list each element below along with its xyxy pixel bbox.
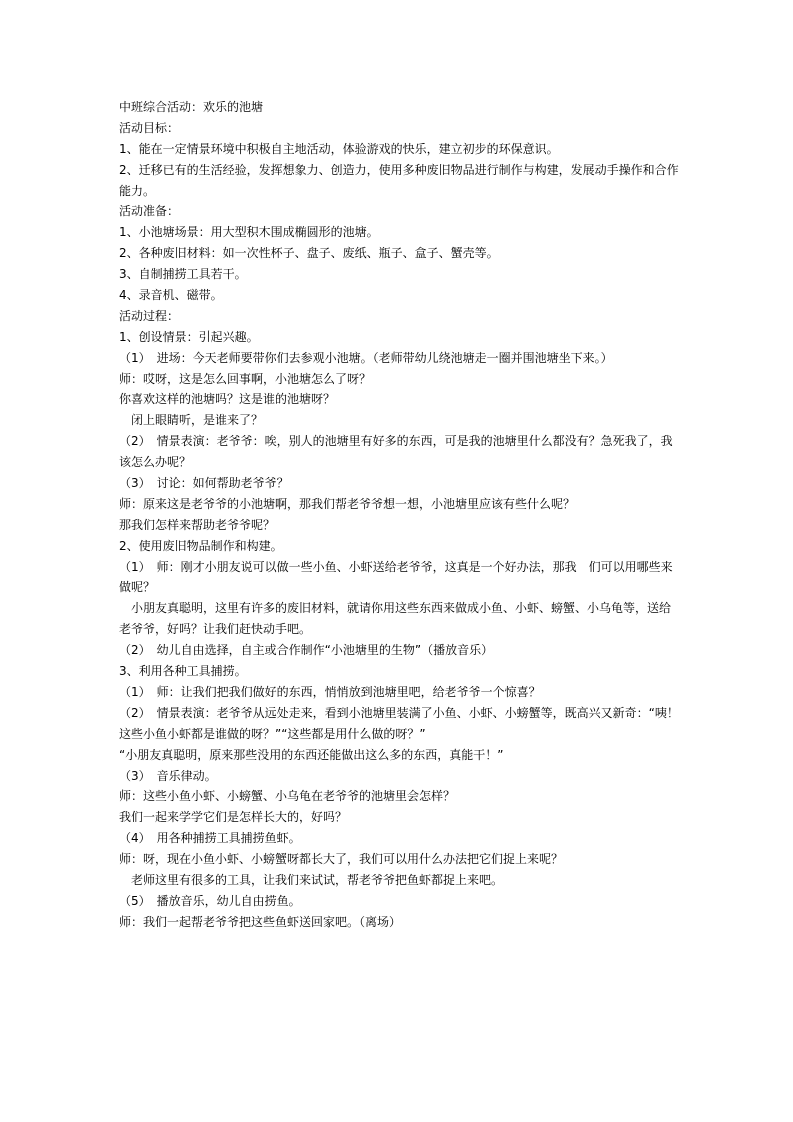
text-line: （2） 情景表演：老爷爷从远处走来，看到小池塘里装满了小鱼、小虾、小螃蟹等，既高兴又新奇：“咦！ <box>119 705 679 720</box>
preparation-item-2: 2、各种废旧材料：如一次性杯子、盘子、废纸、瓶子、盒子、蟹壳等。 <box>119 246 499 261</box>
process-step-3: 3、利用各种工具捕捞。 <box>119 664 247 679</box>
text-line: 师：这些小鱼小虾、小螃蟹、小乌龟在老爷爷的池塘里会怎样？ <box>119 789 456 804</box>
text-line: 师：哎呀，这是怎么回事啊，小池塘怎么了呀？ <box>119 371 372 386</box>
text-line: 我们一起来学学它们是怎样长大的，好吗？ <box>119 810 348 825</box>
section-heading-preparation: 活动准备： <box>119 204 180 219</box>
preparation-item-3: 3、自制捕捞工具若干。 <box>119 267 247 282</box>
text-line: 做呢？ <box>119 580 156 595</box>
text-line: 小朋友真聪明，这里有许多的废旧材料，就请你用这些东西来做成小鱼、小虾、螃蟹、小乌龟等，送给 <box>119 601 672 616</box>
document-body <box>119 97 679 933</box>
goal-item-2: 2、迁移已有的生活经验，发挥想象力、创造力，使用多种废旧物品进行制作与构建，发展动手操作和合作 <box>119 162 679 177</box>
text-line: （3） 音乐律动。 <box>119 768 217 783</box>
text-line: （5） 播放音乐，幼儿自由捞鱼。 <box>119 893 301 908</box>
text-line: 师：原来这是老爷爷的小池塘啊，那我们帮老爷爷想一想，小池塘里应该有些什么呢？ <box>119 496 576 511</box>
text-line: （2） 情景表演：老爷爷：唉，别人的池塘里有好多的东西，可是我的池塘里什么都没有？急死我了，我 <box>119 434 673 449</box>
process-step-1: 1、创设情景：引起兴趣。 <box>119 329 259 344</box>
text-line: 老爷爷，好吗？让我们赶快动手吧。 <box>119 622 312 637</box>
preparation-item-1: 1、小池塘场景：用大型积木围成椭圆形的池塘。 <box>119 225 379 240</box>
text-line: 师：我们一起帮老爷爷把这些鱼虾送回家吧。（离场） <box>119 914 402 929</box>
text-line: 师：呀，现在小鱼小虾、小螃蟹呀都长大了，我们可以用什么办法把它们捉上来呢？ <box>119 852 564 867</box>
text-line: （1） 师：刚才小朋友说可以做一些小鱼、小虾送给老爷爷，这真是一个好办法，那我 们可以用哪些来 <box>119 559 673 574</box>
preparation-item-4: 4、录音机、磁带。 <box>119 288 223 303</box>
text-line: （1） 进场：今天老师要带你们去参观小池塘。（老师带幼儿绕池塘走一圈并围池塘坐下来。） <box>119 350 613 365</box>
text-line: 老师这里有很多的工具，让我们来试试，帮老爷爷把鱼虾都捉上来吧。 <box>119 872 504 887</box>
text-line: （3） 讨论：如何帮助老爷爷？ <box>119 476 289 491</box>
text-line: （4） 用各种捕捞工具捕捞鱼虾。 <box>119 831 301 846</box>
text-line: 这些小鱼小虾都是谁做的呀？”“这些都是用什么做的呀？” <box>119 726 426 741</box>
document-title: 中班综合活动：欢乐的池塘 <box>119 100 264 114</box>
process-step-2: 2、使用废旧物品制作和构建。 <box>119 538 283 553</box>
text-line: 那我们怎样来帮助老爷爷呢？ <box>119 517 276 532</box>
goal-item-2-continued: 能力。 <box>119 183 156 198</box>
section-heading-goals: 活动目标： <box>119 120 180 135</box>
text-line: （2） 幼儿自由选择，自主或合作制作“小池塘里的生物”（播放音乐） <box>119 643 494 658</box>
text-line: “小朋友真聪明，原来那些没用的东西还能做出这么多的东西，真能干！” <box>119 747 504 762</box>
text-line: 该怎么办呢？ <box>119 455 192 470</box>
text-line: 你喜欢这样的池塘吗？这是谁的池塘呀？ <box>119 392 336 407</box>
text-line: 闭上眼睛听，是谁来了？ <box>119 413 264 428</box>
text-line: （1） 师：让我们把我们做好的东西，悄悄放到池塘里吧，给老爷爷一个惊喜？ <box>119 684 541 699</box>
section-heading-process: 活动过程： <box>119 308 180 323</box>
goal-item-1: 1、能在一定情景环境中积极自主地活动，体验游戏的快乐，建立初步的环保意识。 <box>119 141 559 156</box>
